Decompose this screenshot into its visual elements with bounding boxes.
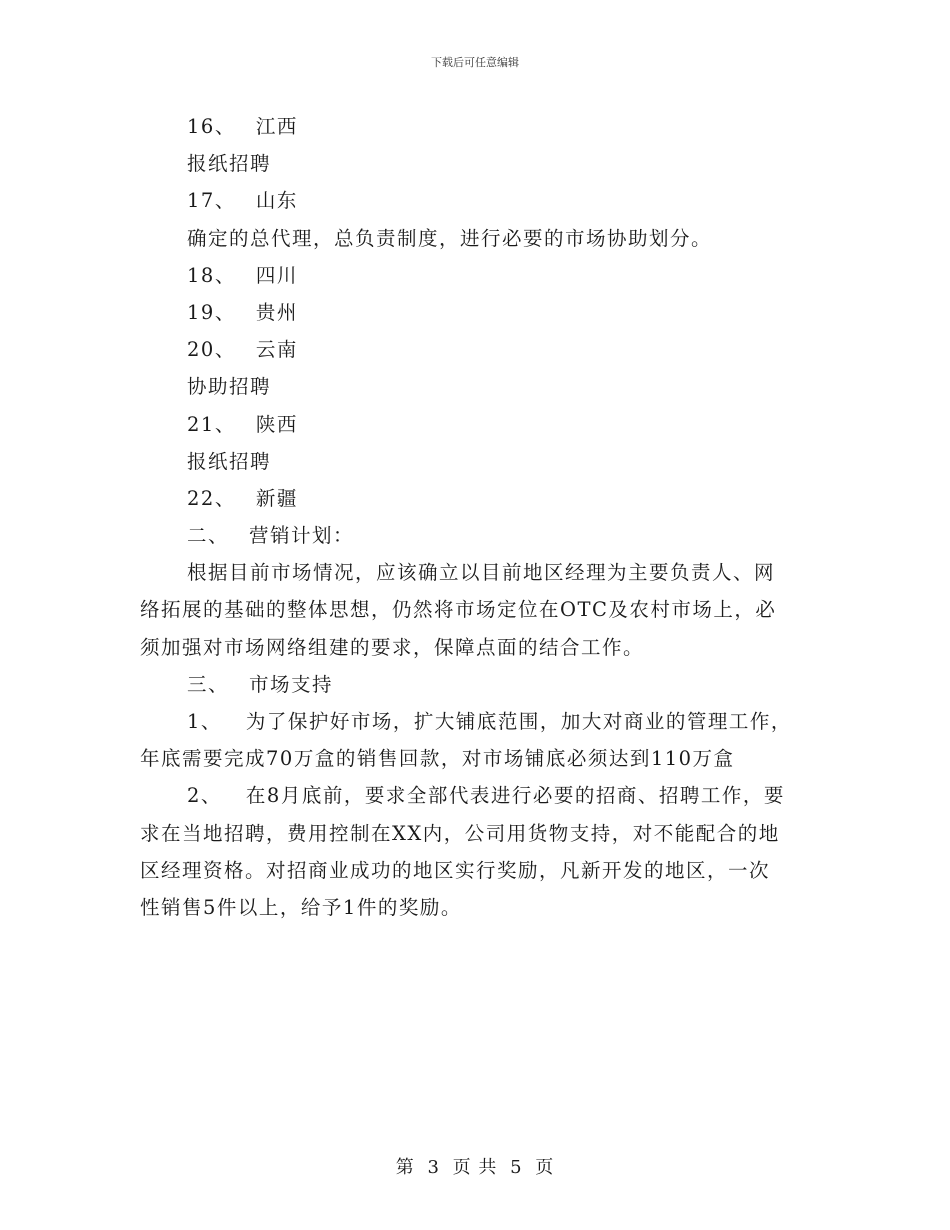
paragraph-line: 1、 为了保护好市场，扩大铺底范围，加大对商业的管理工作， [187,710,792,733]
page-footer [0,1153,950,1179]
list-item: 报纸招聘 [187,449,272,473]
paragraph-line: 2、 在8月底前，要求全部代表进行必要的招商、招聘工作，要 [187,784,785,808]
list-item: 协助招聘 [187,375,272,399]
list-item: 21、 陕西 [187,412,298,436]
footer-suffix: 页 [535,1157,555,1178]
list-item: 17、 山东 [187,189,298,213]
list-item: 22、 新疆 [187,486,298,510]
paragraph-line: 须加强对市场网络组建的要求，保障点面的结合工作。 [140,635,645,659]
paragraph-line: 求在当地招聘，费用控制在XX内，公司用货物支持，对不能配合的地 [140,821,780,845]
list-item: 20、 云南 [187,338,298,362]
paragraph-line: 络拓展的基础的整体思想，仍然将市场定位在OTC及农村市场上，必 [140,598,777,622]
footer-total-pages: 5 [510,1157,523,1178]
list-item: 18、 四川 [187,263,298,287]
page-header [0,54,950,70]
list-item: 报纸招聘 [187,152,272,176]
paragraph-line: 年底需要完成70万盒的销售回款，对市场铺底必须达到110万盒 [140,747,735,771]
section-heading-marketing-plan: 二、 营销计划： [187,524,355,548]
list-item: 16、 江西 [187,115,298,138]
document-body [140,108,810,926]
footer-page-number: 3 [427,1157,440,1178]
footer-prefix: 第 [395,1157,415,1178]
list-item: 19、 贵州 [187,300,298,324]
header-note: 下载后可任意编辑 [431,56,519,69]
footer-middle: 页 共 [452,1157,498,1178]
paragraph-line: 根据目前市场情况，应该确立以目前地区经理为主要负责人、网 [187,561,776,585]
paragraph-line: 区经理资格。对招商业成功的地区实行奖励，凡新开发的地区，一次 [140,858,771,882]
paragraph-line: 性销售5件以上，给予1件的奖励。 [140,895,462,919]
list-item: 确定的总代理，总负责制度，进行必要的市场协助划分。 [187,226,713,250]
section-heading-market-support: 三、 市场支持 [187,672,334,696]
